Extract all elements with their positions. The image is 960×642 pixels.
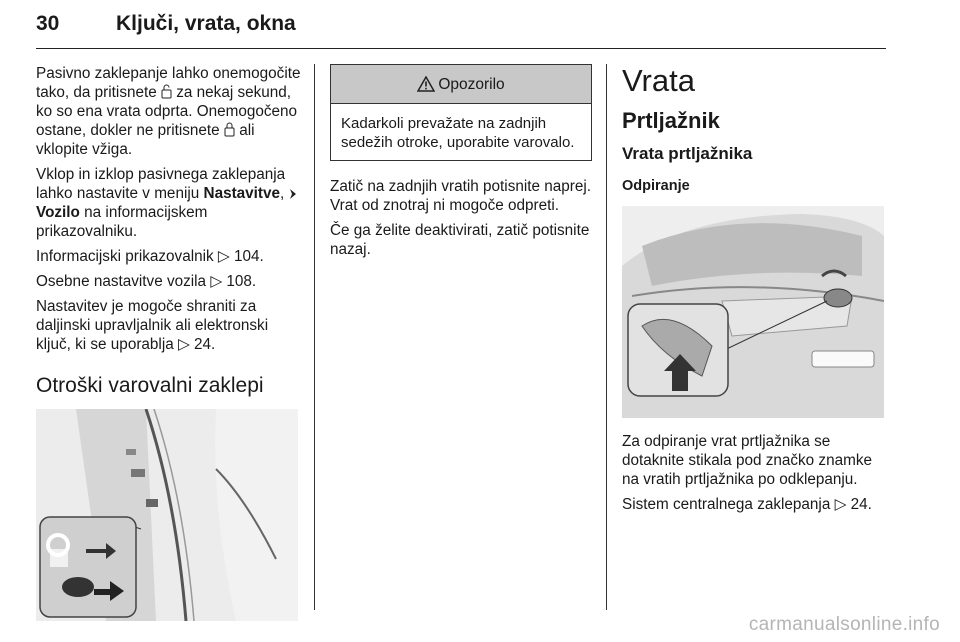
paragraph-central-lock-ref: Sistem centralnega zaklepanja ▷ 24. bbox=[622, 496, 872, 513]
paragraph-personal-settings-ref: Osebne nastavitve vozila ▷ 108. bbox=[36, 273, 257, 290]
column-right bbox=[622, 64, 890, 520]
page-ref-icon: ▷ bbox=[217, 248, 230, 265]
menu-settings: Nastavitve bbox=[203, 185, 281, 202]
child-lock-illustration bbox=[36, 409, 298, 621]
chapter-title: Ključi, vrata, okna bbox=[116, 12, 296, 35]
menu-vehicle: Vozilo bbox=[36, 204, 80, 221]
section-title-child-locks: Otroški varovalni zaklepi bbox=[36, 374, 264, 397]
column-middle bbox=[330, 64, 592, 265]
paragraph-open-tailgate: Za odpiranje vrat prtljažnika se dotaknite stikala pod značko znamke na vratih prtljažnika po odklepanju. bbox=[622, 433, 872, 488]
page-ref-icon: ▷ bbox=[834, 496, 847, 513]
page-header bbox=[36, 8, 886, 49]
heading-doors: Vrata bbox=[622, 63, 695, 98]
paragraph-remote-save: Nastavitev je mogoče shraniti za daljinski upravljalnik ali elektronski ključ, ki se uporablja ▷ 24. bbox=[36, 298, 269, 353]
page-ref-icon: ▷ bbox=[210, 273, 223, 290]
tailgate-illustration bbox=[622, 206, 884, 418]
unlock-button-icon bbox=[161, 84, 172, 99]
warning-title: Opozorilo bbox=[438, 75, 505, 93]
warning-triangle-icon bbox=[417, 76, 435, 92]
paragraph-settings: Vklop in izklop pasivnega zaklepanja lahko nastavite v meniju Nastavitve, Vozilo na informacijskem prikazovalniku. bbox=[36, 165, 306, 241]
paragraph-pin-forward: Zatič na zadnjih vratih potisnite naprej. Vrat od znotraj ni mogoče odpreti. bbox=[330, 178, 592, 214]
heading-opening: Odpiranje bbox=[622, 178, 690, 194]
warning-text: Kadarkoli prevažate na zadnjih sedežih otroke, uporabite varovalo. bbox=[341, 115, 575, 151]
warning-header bbox=[331, 65, 591, 104]
heading-tailgate: Vrata prtljažnika bbox=[622, 144, 753, 163]
paragraph-pin-back: Če ga želite deaktivirati, zatič potisnite nazaj. bbox=[330, 222, 590, 258]
page-ref-icon: ▷ bbox=[178, 336, 190, 353]
page-number: 30 bbox=[36, 12, 60, 35]
lock-button-icon bbox=[224, 122, 235, 137]
heading-trunk: Prtljažnik bbox=[622, 108, 720, 133]
watermark: carmanualsonline.info bbox=[748, 614, 940, 635]
column-divider bbox=[314, 64, 315, 610]
column-divider bbox=[606, 64, 607, 610]
column-left bbox=[36, 64, 306, 621]
warning-box bbox=[330, 64, 592, 161]
paragraph-passive-lock: Pasivno zaklepanje lahko onemogočite tako, da pritisnete za nekaj sekund, ko so ena vrata odprta. Onemogočeno ostane, dokler ne pritisnete ali vklopite vžiga. bbox=[36, 65, 301, 158]
paragraph-info-display-ref: Informacijski prikazovalnik ▷ 104. bbox=[36, 248, 264, 265]
menu-arrow-icon bbox=[289, 188, 297, 200]
